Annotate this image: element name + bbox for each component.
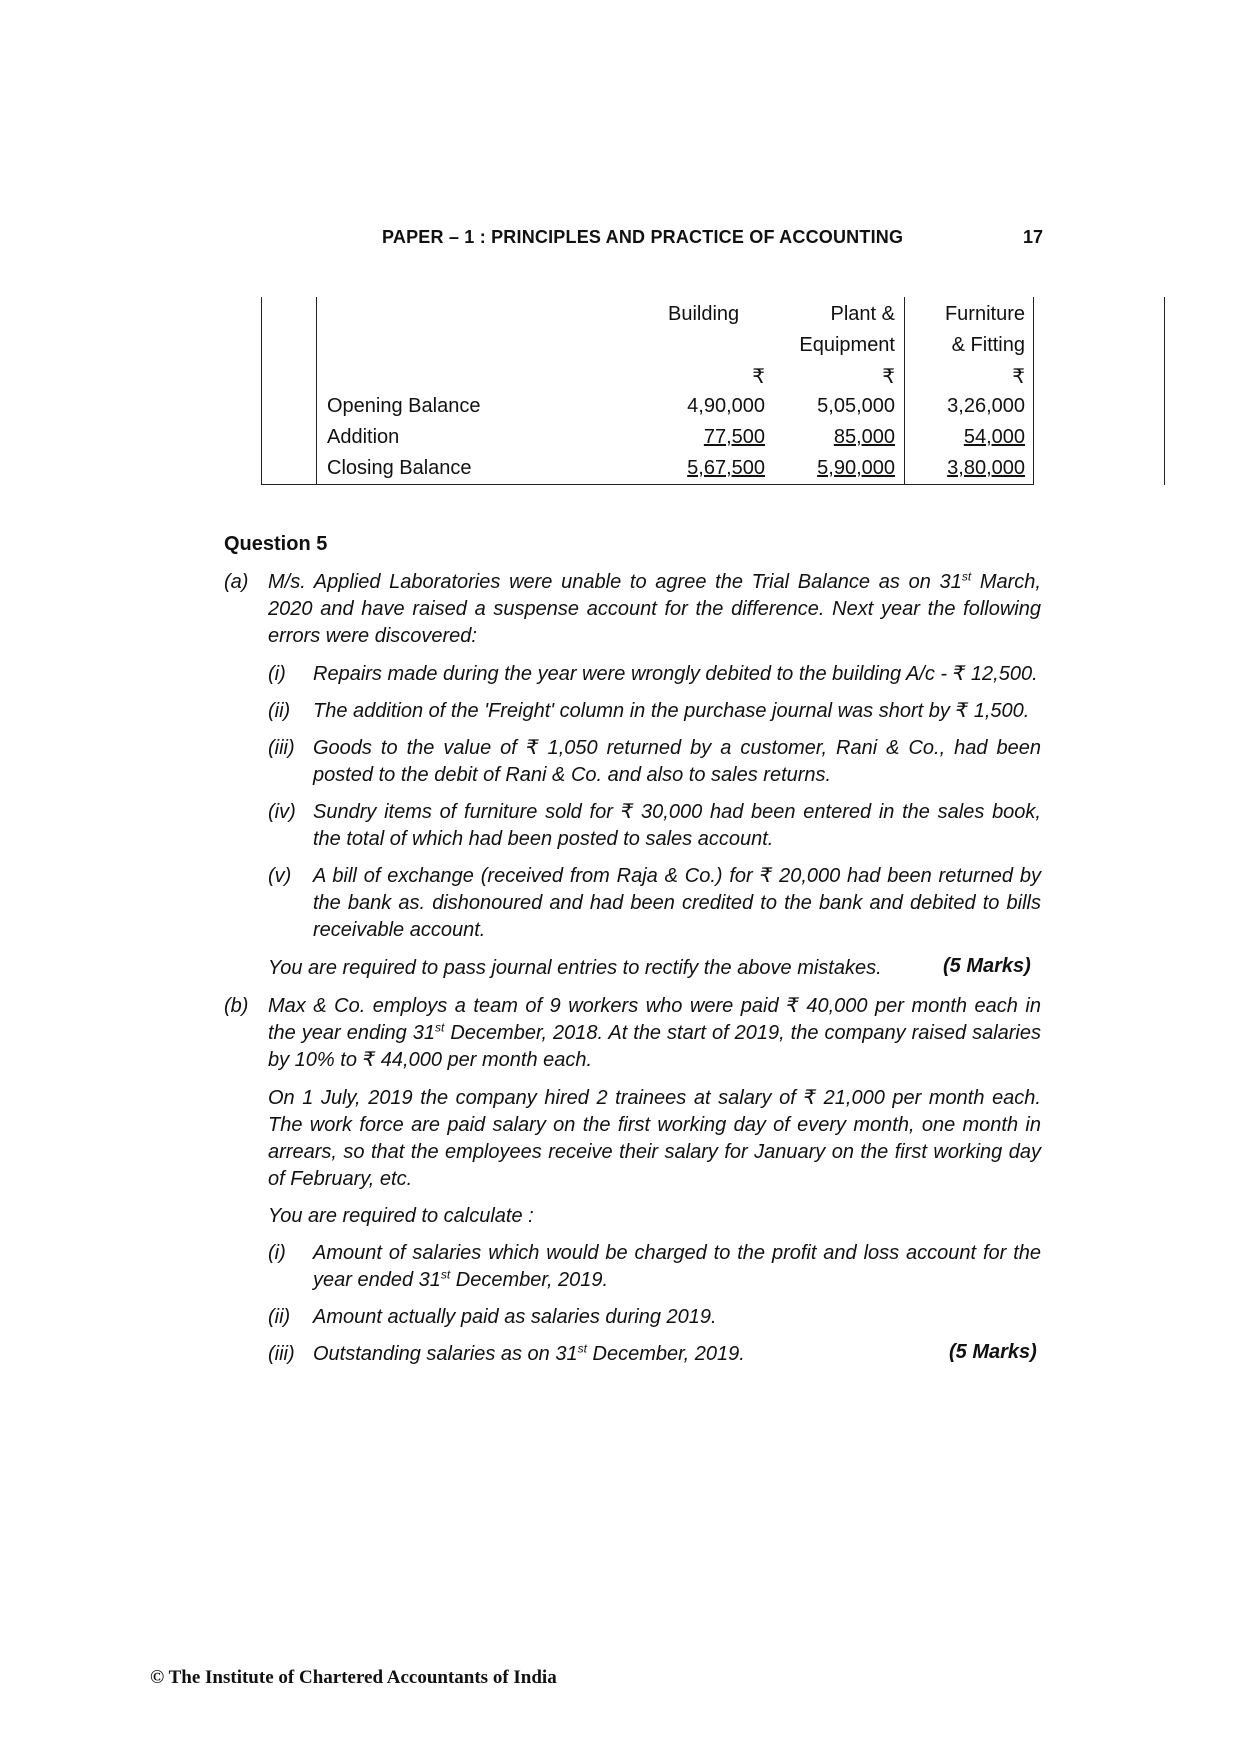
table-rule-furniture bbox=[1164, 297, 1165, 485]
cell-closing-furniture: 3,80,000 bbox=[947, 457, 1025, 479]
item-a-ii-label: (ii) bbox=[268, 700, 291, 722]
item-b-iii-text bbox=[313, 1341, 813, 1368]
part-a-intro-sup: st bbox=[961, 569, 972, 584]
col-header-building: Building bbox=[668, 303, 740, 325]
part-b-label: (b) bbox=[224, 995, 249, 1017]
cell-addition-furniture: 54,000 bbox=[963, 426, 1025, 448]
item-b-i-label: (i) bbox=[268, 1242, 286, 1264]
item-a-v-text: A bill of exchange (received from Raja & Co.) for ₹ 20,000 had been returned by the bank as. dishonoured and had been credited to the bank and debited to bills receivable account. bbox=[313, 865, 1041, 941]
cell-closing-plant: 5,90,000 bbox=[817, 457, 895, 479]
item-b-ii-label: (ii) bbox=[268, 1306, 291, 1328]
page-number: 17 bbox=[1023, 227, 1044, 247]
item-a-iv-text: Sundry items of furniture sold for ₹ 30,000 had been entered in the sales book, the total of which had been posted to sales account. bbox=[313, 801, 1041, 850]
part-a-intro-text-1: M/s. Applied Laboratories were unable to agree the Trial Balance as on 31 bbox=[268, 571, 962, 593]
col-header-plant-l1: Plant & bbox=[830, 303, 895, 325]
item-b-iii-sup: st bbox=[577, 1341, 587, 1356]
part-b-para-1 bbox=[268, 993, 1041, 1074]
part-b-para-1-text-1: Max & Co. employs a team of 9 workers who were paid ₹ 40,000 per month each in the year ending 31 bbox=[268, 995, 1041, 1044]
unit-plant: ₹ bbox=[882, 366, 895, 388]
cell-opening-furniture: 3,26,000 bbox=[947, 395, 1025, 417]
item-b-i-text bbox=[313, 1240, 1041, 1294]
part-a-instruction: You are required to pass journal entries to rectify the above mistakes. bbox=[268, 957, 882, 979]
part-a-intro-text-2: March, 2020 and have raised a suspense account for the difference. Next year the following errors were discovered: bbox=[268, 571, 1041, 647]
item-a-v-label: (v) bbox=[268, 865, 292, 887]
running-header: PAPER – 1 : PRINCIPLES AND PRACTICE OF ACCOUNTING bbox=[382, 227, 904, 247]
col-header-furniture-l1: Furniture bbox=[944, 303, 1025, 325]
col-header-furniture-l2: & Fitting bbox=[951, 334, 1025, 356]
asset-table bbox=[261, 297, 1034, 485]
cell-addition-building: 77,500 bbox=[703, 426, 765, 448]
cell-addition-plant: 85,000 bbox=[833, 426, 895, 448]
cell-closing-building: 5,67,500 bbox=[687, 457, 765, 479]
row-label-addition: Addition bbox=[327, 426, 400, 448]
row-label-opening: Opening Balance bbox=[327, 395, 481, 417]
item-a-iii-text: Goods to the value of ₹ 1,050 returned by a customer, Rani & Co., had been posted to the debit of Rani & Co. and also to sales returns. bbox=[313, 737, 1041, 786]
item-b-i-text-2: December, 2019. bbox=[450, 1269, 609, 1291]
item-a-i-label: (i) bbox=[268, 663, 286, 685]
footer-copyright: © The Institute of Chartered Accountants of India bbox=[150, 1667, 557, 1688]
part-a-marks: (5 Marks) bbox=[943, 955, 1031, 977]
item-b-i-text-1: Amount of salaries which would be charged to the profit and loss account for the year ended 31 bbox=[313, 1242, 1041, 1291]
table-rule-label bbox=[316, 297, 317, 485]
row-label-closing: Closing Balance bbox=[327, 457, 472, 479]
part-a-label: (a) bbox=[224, 571, 249, 593]
item-b-ii-text: Amount actually paid as salaries during 2019. bbox=[313, 1306, 717, 1328]
table-bottom-rule bbox=[261, 484, 1034, 485]
unit-building: ₹ bbox=[752, 366, 765, 388]
part-b-para-2: On 1 July, 2019 the company hired 2 trainees at salary of ₹ 21,000 per month each. The work force are paid salary on the first working day of every month, one month in arrears, so that the employees receive their salary for January on the first working day of February, etc. bbox=[268, 1087, 1041, 1190]
cell-opening-building: 4,90,000 bbox=[687, 395, 765, 417]
item-b-iii-text-1: Outstanding salaries as on 31 bbox=[313, 1343, 578, 1365]
part-b-para-1-sup: st bbox=[435, 1020, 445, 1035]
item-a-iii-label: (iii) bbox=[268, 737, 295, 759]
item-a-i-text: Repairs made during the year were wrongly debited to the building A/c - ₹ 12,500. bbox=[313, 663, 1038, 685]
part-b-marks: (5 Marks) bbox=[949, 1341, 1037, 1363]
unit-furniture: ₹ bbox=[1012, 366, 1025, 388]
part-b-instruction: You are required to calculate : bbox=[268, 1205, 534, 1227]
question-title: Question 5 bbox=[224, 533, 328, 555]
item-b-iii-text-2: December, 2019. bbox=[586, 1343, 745, 1365]
col-header-plant-l2: Equipment bbox=[799, 334, 895, 356]
table-rule-left bbox=[261, 297, 262, 485]
part-b-para-1-text-2: December, 2018. At the start of 2019, the company raised salaries by 10% to ₹ 44,000 per month each. bbox=[268, 1022, 1042, 1071]
table-rule-extra bbox=[1033, 297, 1034, 485]
item-a-ii-text: The addition of the 'Freight' column in the purchase journal was short by ₹ 1,500. bbox=[313, 700, 1030, 722]
table-rule-building bbox=[904, 297, 905, 485]
part-a-intro bbox=[268, 569, 1041, 650]
item-a-iv-label: (iv) bbox=[268, 801, 296, 823]
item-b-i-sup: st bbox=[440, 1267, 451, 1282]
cell-opening-plant: 5,05,000 bbox=[817, 395, 895, 417]
item-b-iii-label: (iii) bbox=[268, 1343, 295, 1365]
